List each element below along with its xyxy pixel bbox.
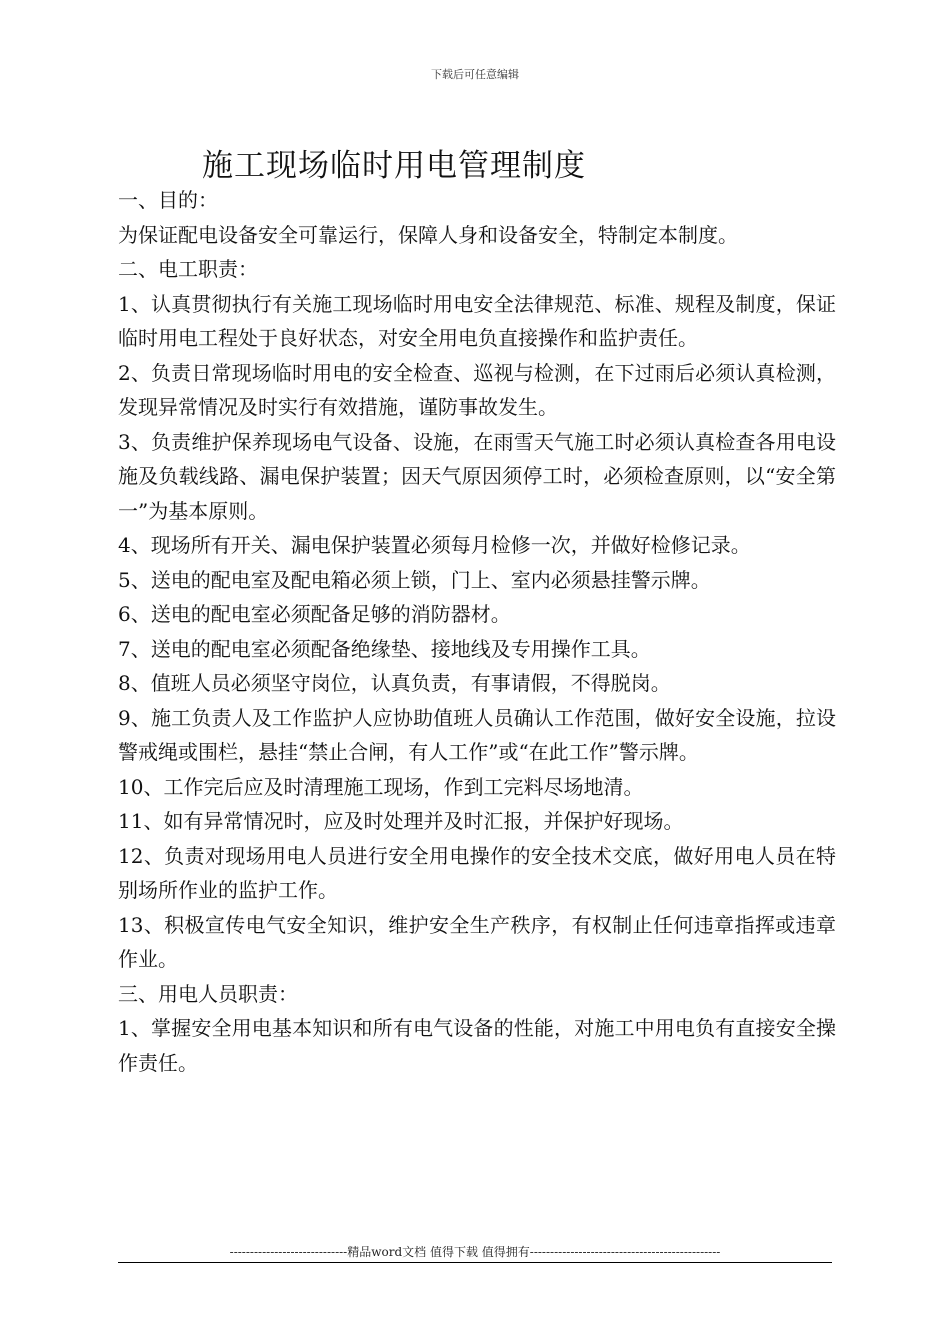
duty-item-6: 6、送电的配电室必须配备足够的消防器材。 — [118, 602, 511, 626]
duty-item-9: 9、施工负责人及工作监护人应协助值班人员确认工作范围，做好安全设施，拉设警戒绳或围栏，悬挂“禁止合闸，有人工作”或“在此工作”警示牌。 — [118, 705, 836, 764]
footer-divider — [118, 1262, 832, 1263]
duty-item-2: 2、负责日常现场临时用电的安全检查、巡视与检测，在下过雨后必须认真检测，发现异常情况及时实行有效措施，谨防事故发生。 — [118, 360, 836, 419]
duty-item-1: 1、认真贯彻执行有关施工现场临时用电安全法律规范、标准、规程及制度，保证临时用电工程处于良好状态，对安全用电负直接操作和监护责任。 — [118, 291, 836, 350]
section-heading-electrician-duties: 二、电工职责： — [118, 257, 258, 281]
duty-item-3: 3、负责维护保养现场电气设备、设施，在雨雪天气施工时必须认真检查各用电设施及负载线路、漏电保护装置；因天气原因须停工时，必须检查原则，以“安全第一”为基本原则。 — [118, 429, 836, 523]
duty-item-10: 10、工作完后应及时清理施工现场，作到工完料尽场地清。 — [118, 774, 644, 799]
document-title: 施工现场临时用电管理制度 — [202, 148, 586, 184]
duty-item-7: 7、送电的配电室必须配备绝缘垫、接地线及专用操作工具。 — [118, 636, 651, 661]
purpose-paragraph: 为保证配电设备安全可靠运行，保障人身和设备安全，特制定本制度。 — [118, 222, 738, 247]
duty-item-4: 4、现场所有开关、漏电保护装置必须每月检修一次，并做好检修记录。 — [118, 533, 751, 557]
document-body — [118, 183, 836, 1080]
duty-item-13: 13、积极宣传电气安全知识，维护安全生产秩序，有权制止任何违章指挥或违章作业。 — [118, 912, 836, 971]
duty-item-11: 11、如有异常情况时，应及时处理并及时汇报，并保护好现场。 — [118, 809, 684, 833]
page-header: 下载后可任意编辑 — [431, 68, 519, 81]
duty-item-5: 5、送电的配电室及配电箱必须上锁，门上、室内必须悬挂警示牌。 — [118, 567, 711, 592]
duty-item-12: 12、负责对现场用电人员进行安全用电操作的安全技术交底，做好用电人员在特别场所作业的监护工作。 — [118, 843, 836, 902]
section-heading-purpose: 一、目的： — [118, 188, 218, 212]
user-duty-item-1: 1、掌握安全用电基本知识和所有电气设备的性能，对施工中用电负有直接安全操作责任。 — [118, 1016, 836, 1075]
section-heading-user-duties: 三、用电人员职责： — [118, 981, 298, 1006]
duty-item-8: 8、值班人员必须坚守岗位，认真负责，有事请假，不得脱岗。 — [118, 671, 671, 695]
page-footer: -----------------------------精品word文档 值得下载 值得拥有----------------------------------------------- — [229, 1245, 721, 1259]
